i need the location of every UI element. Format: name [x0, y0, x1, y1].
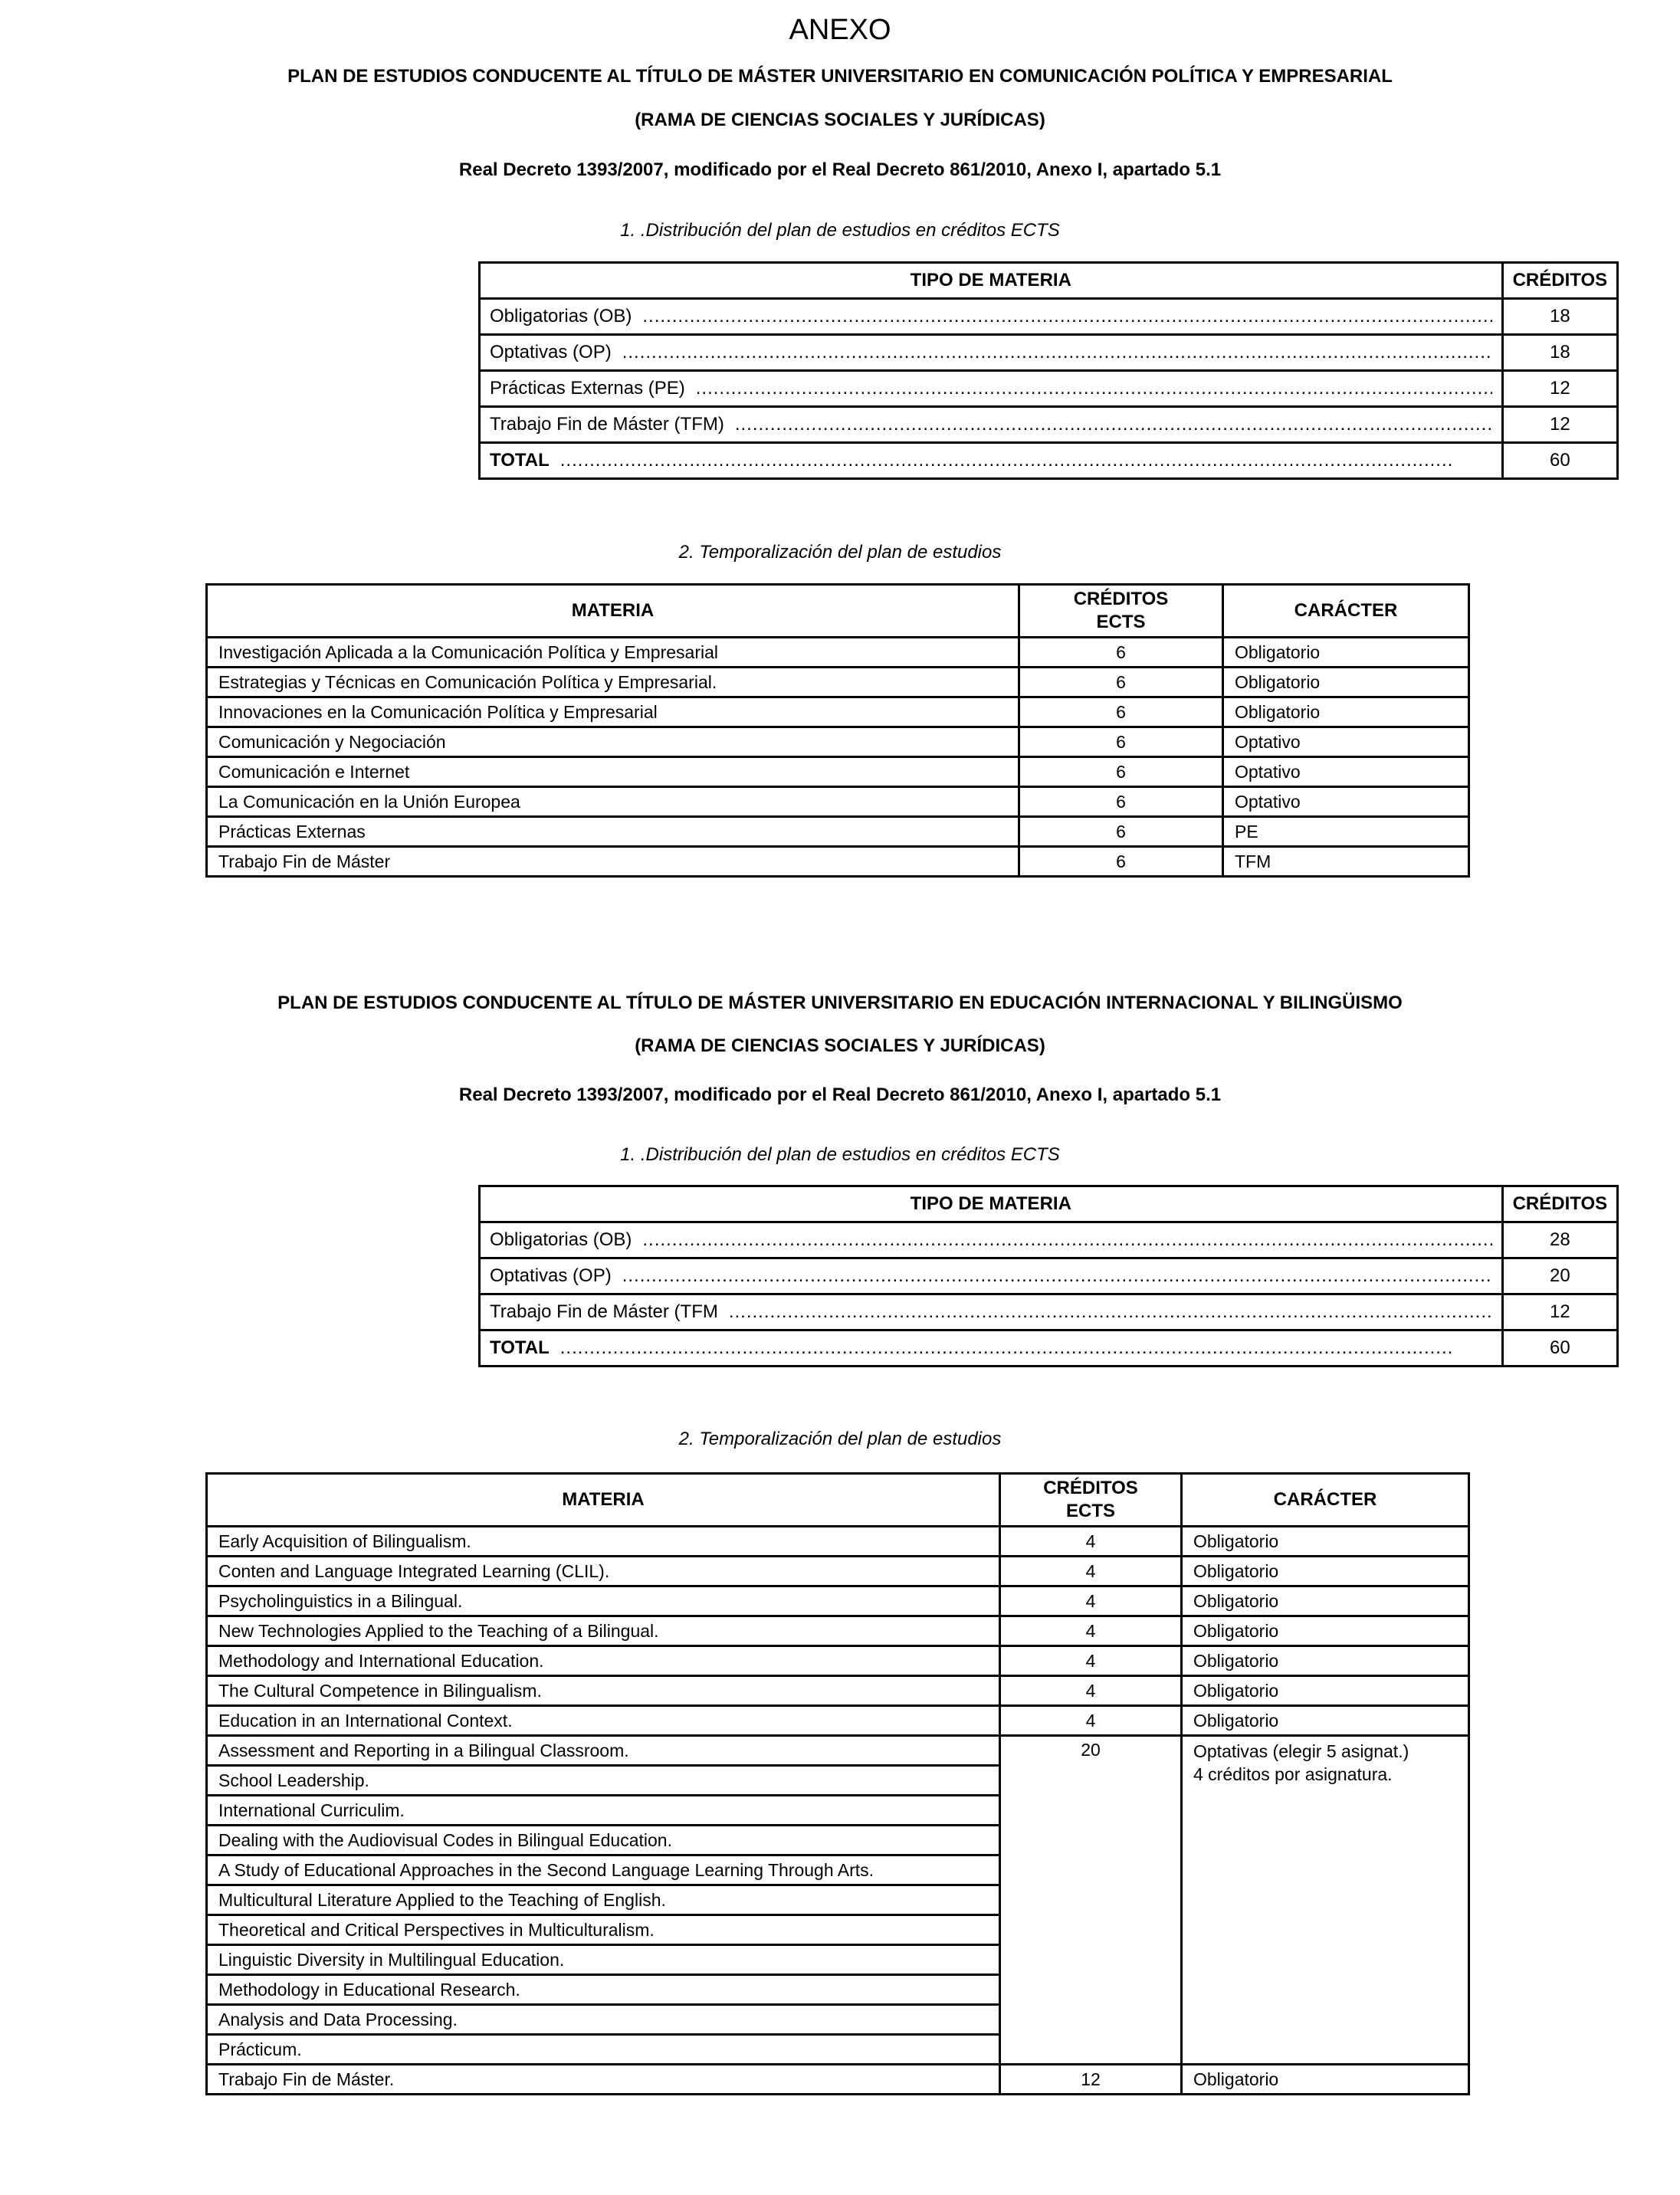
plan-2-distribution-caption: 1. .Distribución del plan de estudios en créditos ECTS: [620, 1144, 1060, 1165]
table-row: [480, 335, 1618, 371]
table-header-row: [207, 1474, 1469, 1527]
subject-cell: Estrategias y Técnicas en Comunicación Política y Empresarial.: [207, 668, 1019, 697]
table-header-row: [207, 585, 1469, 638]
table-header-row: [480, 263, 1618, 299]
row-credits: 18: [1502, 299, 1618, 335]
credits-cell: 6: [1019, 668, 1223, 697]
table-row: [207, 1527, 1469, 1557]
subject-cell: Analysis and Data Processing.: [207, 2005, 1000, 2035]
character-cell: Optativo: [1223, 757, 1469, 787]
plan-2-decree: Real Decreto 1393/2007, modificado por el Real Decreto 861/2010, Anexo I, apartado 5.1: [458, 1084, 1222, 1105]
character-cell: Optativo: [1223, 727, 1469, 757]
row-credits: 20: [1502, 1258, 1618, 1294]
subject-cell: Multicultural Literature Applied to the Teaching of English.: [207, 1885, 1000, 1915]
subject-cell: Linguistic Diversity in Multilingual Education.: [207, 1945, 1000, 1975]
plan-2-distribution-table: [478, 1185, 1619, 1367]
table-row: [207, 757, 1469, 787]
character-cell: Obligatorio: [1182, 2065, 1469, 2095]
subject-cell: Dealing with the Audiovisual Codes in Bilingual Education.: [207, 1826, 1000, 1855]
subject-cell: Early Acquisition of Bilingualism.: [207, 1527, 1000, 1557]
dot-leader: [696, 378, 1492, 399]
table-row: [207, 1676, 1469, 1706]
table-row: [480, 299, 1618, 335]
header-tipo-materia: TIPO DE MATERIA: [480, 1186, 1503, 1222]
total-row: [480, 443, 1618, 479]
character-cell: Obligatorio: [1223, 668, 1469, 697]
subject-cell: Comunicación e Internet: [207, 757, 1019, 787]
total-row: [480, 1330, 1618, 1367]
table-row: [480, 371, 1618, 407]
credits-cell: 4: [1000, 1586, 1182, 1616]
dot-leader: [622, 342, 1492, 363]
credits-cell: 4: [1000, 1646, 1182, 1676]
character-cell: Obligatorio: [1182, 1616, 1469, 1646]
row-type: Trabajo Fin de Máster (TFM: [490, 1301, 718, 1322]
credits-cell: 4: [1000, 1676, 1182, 1706]
dot-leader: [560, 450, 1492, 471]
header-materia: MATERIA: [207, 585, 1019, 638]
header-line: ECTS: [1065, 1501, 1115, 1521]
plan-1-distribution-caption: 1. .Distribución del plan de estudios en créditos ECTS: [620, 220, 1060, 241]
subject-cell: Prácticum.: [207, 2035, 1000, 2065]
plan-2-schedule-caption: 2. Temporalización del plan de estudios: [678, 1429, 1002, 1449]
table-row: [480, 1222, 1618, 1258]
credits-cell: 4: [1000, 1616, 1182, 1646]
character-cell: Obligatorio: [1182, 1676, 1469, 1706]
credits-cell: 6: [1019, 787, 1223, 817]
credits-cell: 6: [1019, 817, 1223, 847]
credits-cell: 4: [1000, 1527, 1182, 1557]
character-cell: Obligatorio: [1182, 1586, 1469, 1616]
character-cell: PE: [1223, 817, 1469, 847]
plan-1-schedule-table: [205, 583, 1470, 878]
character-cell: Optativo: [1223, 787, 1469, 817]
header-creditos: CRÉDITOS: [1502, 263, 1618, 299]
elective-credits-cell: 20: [1000, 1736, 1182, 2065]
character-cell: Obligatorio: [1223, 638, 1469, 668]
character-cell: Obligatorio: [1182, 1527, 1469, 1557]
dot-leader: [642, 306, 1491, 327]
plan-1-schedule-caption: 2. Temporalización del plan de estudios: [678, 542, 1002, 563]
table-row: [207, 1646, 1469, 1676]
plan-1-decree: Real Decreto 1393/2007, modificado por el Real Decreto 861/2010, Anexo I, apartado 5.1: [458, 159, 1222, 180]
row-credits: 28: [1502, 1222, 1618, 1258]
total-label: TOTAL: [490, 450, 550, 471]
row-credits: 18: [1502, 335, 1618, 371]
header-line: CRÉDITOS: [1073, 589, 1169, 609]
elective-character-line: 4 créditos por asignatura.: [1193, 1764, 1393, 1784]
elective-character-cell: [1182, 1736, 1469, 2065]
subject-cell: Investigación Aplicada a la Comunicación Política y Empresarial: [207, 638, 1019, 668]
credits-cell: 6: [1019, 697, 1223, 727]
character-cell: Obligatorio: [1223, 697, 1469, 727]
row-type: Obligatorias (OB): [490, 1229, 632, 1250]
credits-cell: 4: [1000, 1557, 1182, 1586]
elective-character-line: Optativas (elegir 5 asignat.): [1193, 1741, 1409, 1761]
table-header-row: [480, 1186, 1618, 1222]
subject-cell: Education in an International Context.: [207, 1706, 1000, 1736]
character-cell: Obligatorio: [1182, 1557, 1469, 1586]
character-cell: Obligatorio: [1182, 1646, 1469, 1676]
header-line: CRÉDITOS: [1043, 1478, 1138, 1498]
dot-leader: [642, 1229, 1491, 1251]
elective-row: [207, 1736, 1469, 1766]
subject-cell: Psycholinguistics in a Bilingual.: [207, 1586, 1000, 1616]
plan-2-title: PLAN DE ESTUDIOS CONDUCENTE AL TÍTULO DE MÁSTER UNIVERSITARIO EN EDUCACIÓN INTERNACIONAL Y BILINGÜISMO: [277, 993, 1403, 1013]
subject-cell: The Cultural Competence in Bilingualism.: [207, 1676, 1000, 1706]
credits-cell: 6: [1019, 638, 1223, 668]
header-creditos-ects: [1019, 585, 1223, 638]
plan-2-branch: (RAMA DE CIENCIAS SOCIALES Y JURÍDICAS): [635, 1035, 1045, 1056]
subject-cell: Trabajo Fin de Máster.: [207, 2065, 1000, 2095]
subject-cell: La Comunicación en la Unión Europea: [207, 787, 1019, 817]
table-row: [207, 668, 1469, 697]
subject-cell: Assessment and Reporting in a Bilingual Classroom.: [207, 1736, 1000, 1766]
subject-cell: International Curriculim.: [207, 1796, 1000, 1826]
header-line: ECTS: [1096, 612, 1146, 632]
row-type: Trabajo Fin de Máster (TFM): [490, 414, 724, 435]
table-row: [207, 2065, 1469, 2095]
subject-cell: School Leadership.: [207, 1766, 1000, 1796]
table-row: [207, 787, 1469, 817]
character-cell: TFM: [1223, 847, 1469, 877]
table-row: [207, 638, 1469, 668]
table-row: [480, 1294, 1618, 1330]
credits-cell: 4: [1000, 1706, 1182, 1736]
header-creditos: CRÉDITOS: [1502, 1186, 1618, 1222]
row-credits: 12: [1502, 1294, 1618, 1330]
table-row: [207, 1586, 1469, 1616]
subject-cell: New Technologies Applied to the Teaching of a Bilingual.: [207, 1616, 1000, 1646]
subject-cell: Theoretical and Critical Perspectives in Multiculturalism.: [207, 1915, 1000, 1945]
subject-cell: Trabajo Fin de Máster: [207, 847, 1019, 877]
table-row: [207, 847, 1469, 877]
credits-cell: 12: [1000, 2065, 1182, 2095]
subject-cell: Conten and Language Integrated Learning (CLIL).: [207, 1557, 1000, 1586]
header-caracter: CARÁCTER: [1223, 585, 1469, 638]
subject-cell: Methodology and International Education.: [207, 1646, 1000, 1676]
header-caracter: CARÁCTER: [1182, 1474, 1469, 1527]
header-tipo-materia: TIPO DE MATERIA: [480, 263, 1503, 299]
row-type: Optativas (OP): [490, 1265, 612, 1286]
annex-title: ANEXO: [789, 14, 891, 46]
subject-cell: Methodology in Educational Research.: [207, 1975, 1000, 2005]
credits-cell: 6: [1019, 757, 1223, 787]
dot-leader: [729, 1301, 1492, 1323]
plan-1-title: PLAN DE ESTUDIOS CONDUCENTE AL TÍTULO DE MÁSTER UNIVERSITARIO EN COMUNICACIÓN POLÍTICA Y EMPRESARIAL: [287, 66, 1393, 87]
dot-leader: [735, 414, 1492, 435]
subject-cell: Comunicación y Negociación: [207, 727, 1019, 757]
header-materia: MATERIA: [207, 1474, 1000, 1527]
table-row: [207, 1706, 1469, 1736]
row-type: Optativas (OP): [490, 342, 612, 363]
table-row: [207, 727, 1469, 757]
table-row: [480, 407, 1618, 443]
table-row: [207, 1557, 1469, 1586]
plan-1-distribution-table: [478, 261, 1619, 480]
plan-2-schedule-table: [205, 1472, 1470, 2095]
credits-cell: 6: [1019, 847, 1223, 877]
table-row: [480, 1258, 1618, 1294]
row-type: Prácticas Externas (PE): [490, 378, 685, 399]
credits-cell: 6: [1019, 727, 1223, 757]
total-credits: 60: [1502, 443, 1618, 479]
table-row: [207, 1616, 1469, 1646]
row-type: Obligatorias (OB): [490, 306, 632, 326]
dot-leader: [560, 1337, 1492, 1359]
subject-cell: Innovaciones en la Comunicación Política y Empresarial: [207, 697, 1019, 727]
table-row: [207, 817, 1469, 847]
row-credits: 12: [1502, 371, 1618, 407]
subject-cell: Prácticas Externas: [207, 817, 1019, 847]
character-cell: Obligatorio: [1182, 1706, 1469, 1736]
total-credits: 60: [1502, 1330, 1618, 1367]
table-row: [207, 697, 1469, 727]
row-credits: 12: [1502, 407, 1618, 443]
subject-cell: A Study of Educational Approaches in the Second Language Learning Through Arts.: [207, 1855, 1000, 1885]
dot-leader: [622, 1265, 1492, 1287]
total-label: TOTAL: [490, 1337, 550, 1358]
plan-1-branch: (RAMA DE CIENCIAS SOCIALES Y JURÍDICAS): [635, 110, 1045, 130]
header-creditos-ects: [1000, 1474, 1182, 1527]
